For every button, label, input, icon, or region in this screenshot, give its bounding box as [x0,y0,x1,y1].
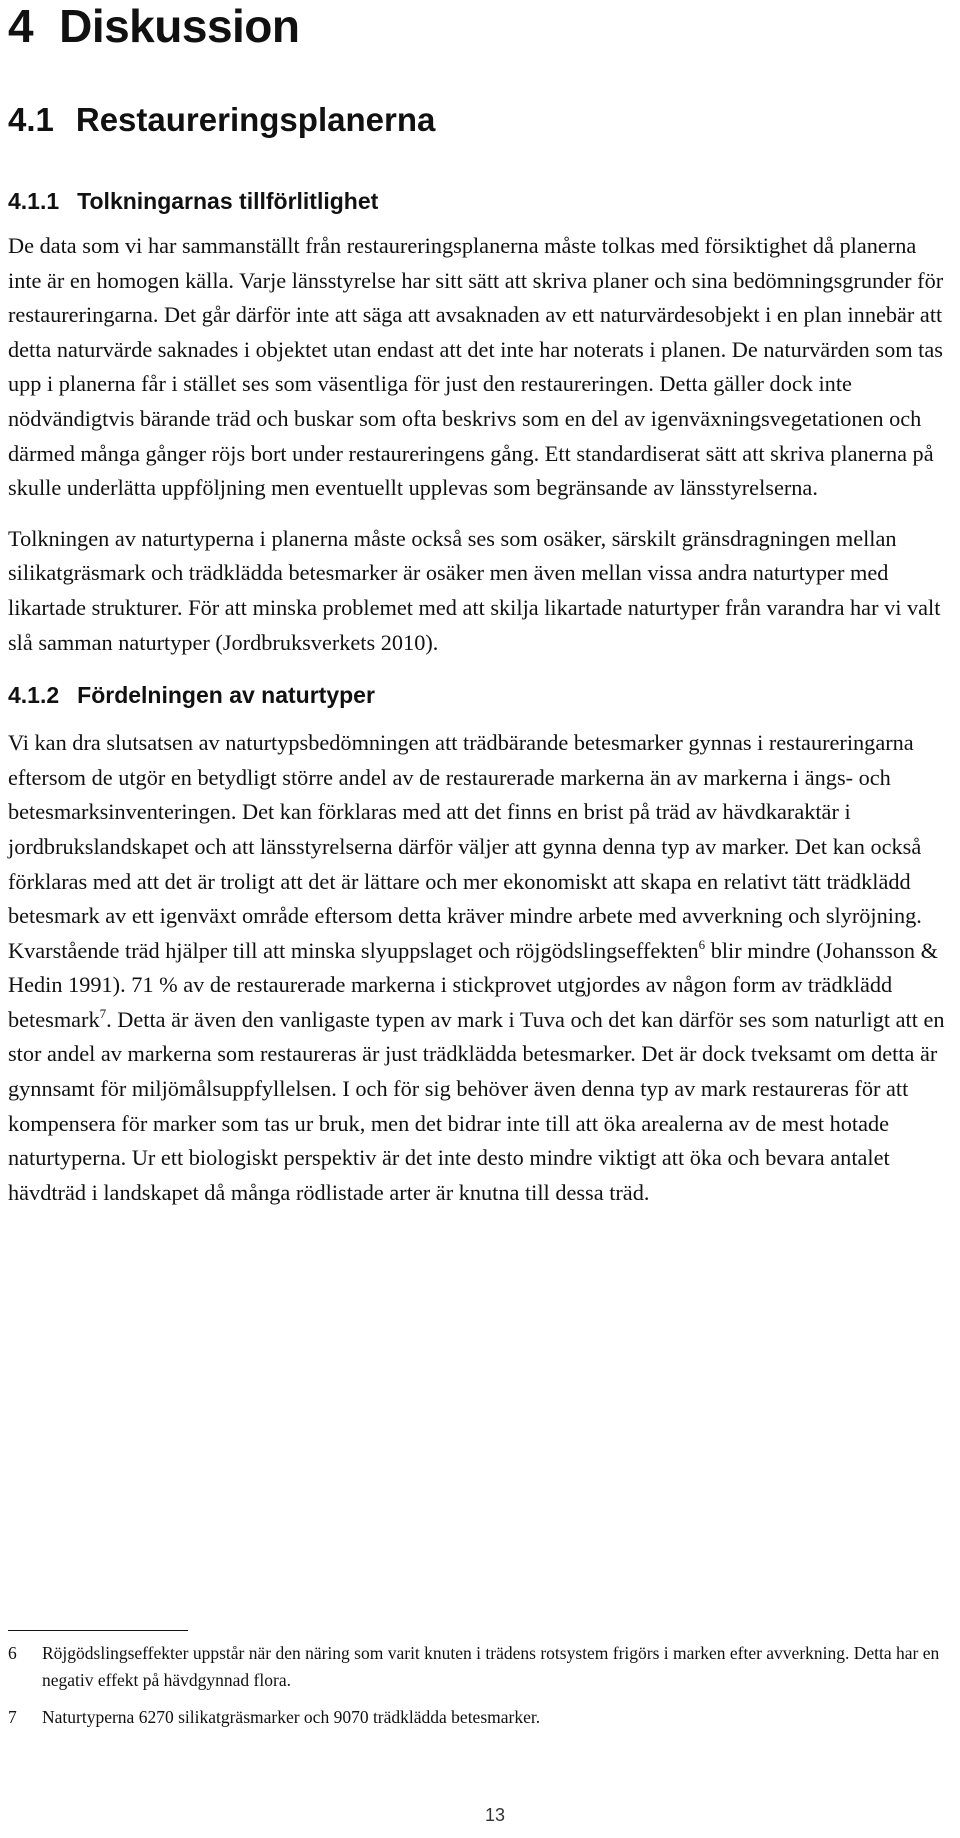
section-title: Restaureringsplanerna [75,101,436,138]
subsection-number-2: 4.1.2 [8,682,60,709]
document-page [8,0,948,1210]
section-number: 4.1 [8,101,54,138]
footnote-ref-7[interactable]: 7 [99,1005,107,1021]
subsection-heading-1 [8,186,948,216]
subsection-title-1: Tolkningarnas tillförlitlighet [77,188,379,214]
footnote-text: Röjgödslingseffekter uppstår när den näring som varit knuten i trädens rotsystem frigörs i marken efter avverkning. Detta har en negativ effekt på hävdgynnad flora. [42,1643,940,1690]
chapter-number: 4 [8,0,34,52]
subsection-number-1: 4.1.1 [8,188,60,214]
paragraph-3-part-2: blir mindre (Johansson & Hedin 1991). 71 % av de restaurerade markerna i stickprovet utgjordes av någon form av trädklädd betesmark [8,937,938,1032]
footnote-number: 7 [8,1707,17,1727]
body-paragraph-1: De data som vi har sammanställt från restaureringsplanerna måste tolkas med försiktighet då planerna inte är en homogen källa. Varje länsstyrelse har sitt sätt att skriva planer och sina bedömningsgrunder för restaureringarna. Det går därför inte att säga att avsaknaden av ett naturvärdesobjekt i en plan innebär att detta naturvärde saknades i objektet utan endast att det inte har noterats i planen. De naturvärden som tas upp i planerna får i stället ses som väsentliga för just den restaureringen. Detta gäller dock inte nödvändigtvis bärande träd och buskar som ofta beskrivs som en del av igenväxningsvegetationen och därmed många gånger röjs bort under restaureringens gång. Ett standardiserat sätt att skriva planerna på skulle underlätta uppföljning men eventuellt upplevas som begränsande av länsstyrelserna. [8,233,944,501]
page-number: 13 [484,1805,506,1825]
chapter-heading [8,0,948,52]
footnote-text: Naturtyperna 6270 silikatgräsmarker och 9070 trädklädda betesmarker. [42,1707,541,1727]
paragraph-3-part-1: Vi kan dra slutsatsen av naturtypsbedömningen att trädbärande betesmarker gynnas i restaureringarna eftersom de utgör en betydligt större andel av de restaurerade markerna än av markerna i ängs- och betesmarksinventeringen. Det kan förklaras med att det finns en brist på träd av hävdkaraktär i jordbrukslandskapet och att länsstyrelserna därför väljer att gynna denna typ av marker. Det kan också förklaras med att det är troligt att det är lättare och mer ekonomiskt att skapa en relativt tätt trädklädd betesmark av ett igenväxt område eftersom detta kräver mindre arbete med avverkning och slyröjning. Kvarstående träd hjälper till att minska slyuppslaget och röjgödslingseffekten [8,730,922,963]
body-paragraph-2: Tolkningen av naturtyperna i planerna måste också ses som osäker, särskilt gränsdragningen mellan silikatgräsmark och trädklädda betesmarker är osäker men även mellan vissa andra naturtyper med likartade strukturer. För att minska problemet med att skilja likartade naturtyper från varandra har vi valt slå samman naturtyper (Jordbruksverkets 2010). [8,525,941,655]
section-heading [8,100,948,140]
footnote-divider [8,1630,188,1631]
footnote-6 [8,1640,948,1694]
chapter-title: Diskussion [59,0,300,52]
body-paragraph-3 [8,726,948,1210]
footnote-7 [8,1704,948,1731]
footnote-number: 6 [8,1643,17,1663]
subsection-title-2: Fördelningen av naturtyper [77,682,375,709]
subsection-heading-2 [8,680,948,710]
footnote-ref-6[interactable]: 6 [698,936,706,952]
paragraph-3-part-3: . Detta är även den vanligaste typen av mark i Tuva och det kan därför ses som naturligt att en stor andel av markerna som restaureras är just trädklädda betesmarker. Det är dock tveksamt om detta är gynnsamt för miljömålsuppfyllelsen. I och för sig behöver även denna typ av mark restaureras för att kompensera för marker som tas ur bruk, men det bidrar inte till att öka arealerna av de mest hotade naturtyperna. Ur ett biologiskt perspektiv är det inte desto mindre viktigt att öka och bevara antalet hävdträd i landskapet då många rödlistade arter är knutna till dessa träd. [8,1006,945,1205]
footnotes [8,1630,948,1741]
